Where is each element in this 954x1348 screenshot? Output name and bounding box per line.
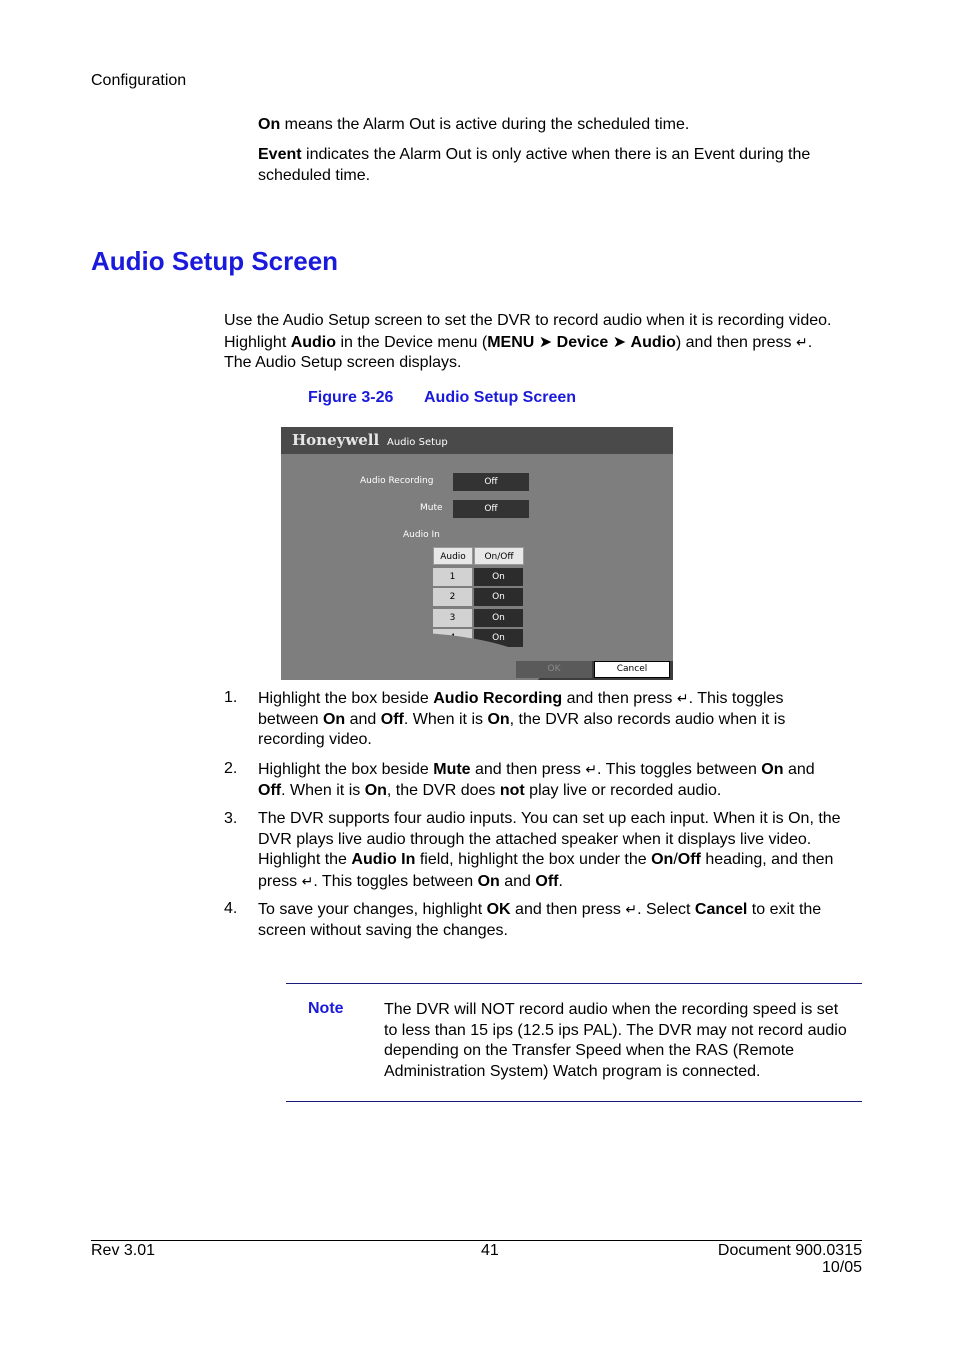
arrow-icon: ➤ [612, 333, 627, 351]
figure-title: Audio Setup Screen [424, 389, 577, 406]
note-text [384, 1000, 864, 1082]
footer-revision: Rev 3.01 [91, 1242, 156, 1259]
footer-page-number: 41 [481, 1242, 499, 1259]
enter-key-icon: ↵ [585, 761, 598, 777]
note-bottom-rule [286, 1101, 862, 1102]
step-text: . When it is [403, 710, 488, 728]
audio-term: Audio [630, 333, 676, 351]
note-top-rule [286, 983, 862, 984]
step-text: , the DVR does [386, 781, 500, 799]
note-line: The DVR will NOT record audio when the recording speed is set [384, 1001, 839, 1018]
screen-title: Audio Setup [387, 437, 448, 448]
figure-number: Figure 3-26 [308, 389, 394, 406]
body-text: in the Device menu ( [336, 333, 488, 351]
body-line-3: The Audio Setup screen displays. [224, 354, 462, 371]
footer-rule [91, 1240, 862, 1241]
audio-channel-cell: 2 [433, 588, 472, 606]
step-text: and then press [562, 690, 677, 707]
event-description: indicates the Alarm Out is only active when there is an Event during the [301, 146, 811, 163]
step-text: screen without saving the changes. [258, 921, 508, 939]
step-term: Off [380, 710, 404, 728]
footer-document-number: Document 900.0315 [717, 1242, 862, 1259]
step-term: OK [486, 901, 511, 918]
audio-channel-toggle[interactable]: On [474, 588, 523, 606]
step-number: 1. [224, 689, 238, 706]
ok-button[interactable]: OK [516, 661, 592, 678]
audio-setup-screenshot [281, 427, 673, 680]
enter-key-icon: ↵ [795, 333, 808, 350]
step-term: On [477, 872, 500, 890]
audio-channel-cell: 1 [433, 568, 472, 586]
step-text: and then press [510, 901, 626, 918]
step-term: Audio Recording [433, 690, 563, 707]
step-term: Cancel [694, 901, 748, 918]
body-text: Highlight [224, 333, 291, 351]
body-line-1: Use the Audio Setup screen to set the DVR to record audio when it is recording video. [224, 312, 832, 329]
step-term: not [499, 781, 525, 799]
step-text: . Select [637, 901, 695, 918]
step-4 [258, 899, 863, 941]
enter-key-icon: ↵ [676, 690, 689, 706]
audio-recording-label: Audio Recording [360, 476, 434, 486]
step-term: On [364, 781, 387, 799]
step-text: play live or recorded audio. [524, 781, 722, 799]
event-term: Event [258, 146, 302, 163]
audio-channel-toggle[interactable]: On [474, 568, 523, 586]
step-text: . [558, 872, 563, 890]
onoff-column-header: On/Off [474, 547, 524, 565]
step-number: 4. [224, 900, 238, 917]
on-term: On [258, 116, 281, 133]
menu-term: MENU [487, 333, 535, 351]
step-text: and then press [470, 761, 586, 778]
intro-event-paragraph [258, 145, 810, 186]
device-term: Device [556, 333, 609, 351]
step-text: . When it is [281, 781, 365, 799]
step-term: Mute [433, 761, 471, 778]
body-text: . [807, 333, 813, 351]
step-3 [258, 809, 863, 892]
step-text: DVR plays live audio through the attached speaker when it displays live video. [258, 830, 812, 848]
step-2 [258, 759, 863, 801]
note-line: depending on the Transfer Speed when the RAS (Remote [384, 1042, 795, 1059]
step-term: Off [535, 872, 559, 890]
step-term: On [651, 851, 674, 868]
step-text: to exit the [747, 901, 822, 918]
step-text: and [499, 872, 536, 890]
step-text: heading, and then [700, 851, 834, 868]
footer-date: 10/05 [821, 1259, 862, 1276]
step-text: . This toggles [688, 690, 784, 707]
audio-channel-cell: 3 [433, 609, 472, 627]
honeywell-logo: Honeywell [292, 431, 380, 449]
step-term: Audio In [351, 851, 416, 868]
body-text: ) and then press [675, 333, 796, 351]
step-text: Highlight the box beside [258, 761, 434, 778]
note-label: Note [308, 1000, 344, 1017]
event-description-cont: scheduled time. [258, 166, 371, 184]
step-term: On [487, 710, 510, 728]
step-text: and [783, 761, 815, 778]
step-term: On [322, 710, 346, 728]
section-heading: Audio Setup Screen [91, 246, 339, 276]
note-line: Administration System) Watch program is connected. [384, 1062, 761, 1080]
arrow-icon: ➤ [538, 333, 553, 351]
step-term: On [761, 761, 784, 778]
audio-channel-toggle[interactable]: On [474, 629, 523, 647]
running-header: Configuration [91, 72, 187, 89]
enter-key-icon: ↵ [625, 901, 638, 917]
step-text: and [345, 710, 381, 728]
step-text: press [258, 872, 302, 890]
step-text: To save your changes, highlight [258, 901, 487, 918]
intro-on-paragraph [258, 115, 689, 136]
step-1 [258, 688, 863, 751]
step-text: . This toggles between [313, 872, 478, 890]
audio-in-label: Audio In [403, 530, 440, 540]
step-text: recording video. [258, 731, 372, 748]
body-paragraph [224, 311, 864, 374]
step-term: Off [258, 781, 282, 799]
step-text: , the DVR also records audio when it is [509, 710, 786, 728]
audio-term: Audio [290, 333, 337, 351]
audio-recording-toggle[interactable]: Off [453, 473, 529, 491]
step-text: Highlight the [258, 851, 352, 868]
step-term: Off [677, 851, 701, 868]
on-description: means the Alarm Out is active during the scheduled time. [280, 116, 690, 133]
step-text: / [673, 851, 678, 868]
step-text: between [258, 710, 323, 728]
step-text: . This toggles between [597, 761, 762, 778]
step-text: Highlight the box beside [258, 690, 434, 707]
enter-key-icon: ↵ [301, 872, 314, 889]
audio-column-header: Audio [433, 547, 473, 565]
mute-label: Mute [420, 503, 443, 513]
audio-channel-toggle[interactable]: On [474, 609, 523, 627]
step-number: 2. [224, 760, 238, 777]
step-text: The DVR supports four audio inputs. You can set up each input. When it is On, the [258, 810, 841, 827]
step-number: 3. [224, 810, 238, 827]
step-text: field, highlight the box under the [415, 851, 652, 868]
mute-toggle[interactable]: Off [453, 500, 529, 518]
note-line: to less than 15 ips (12.5 ips PAL). The DVR may not record audio [384, 1021, 847, 1039]
cancel-button[interactable]: Cancel [594, 661, 670, 678]
